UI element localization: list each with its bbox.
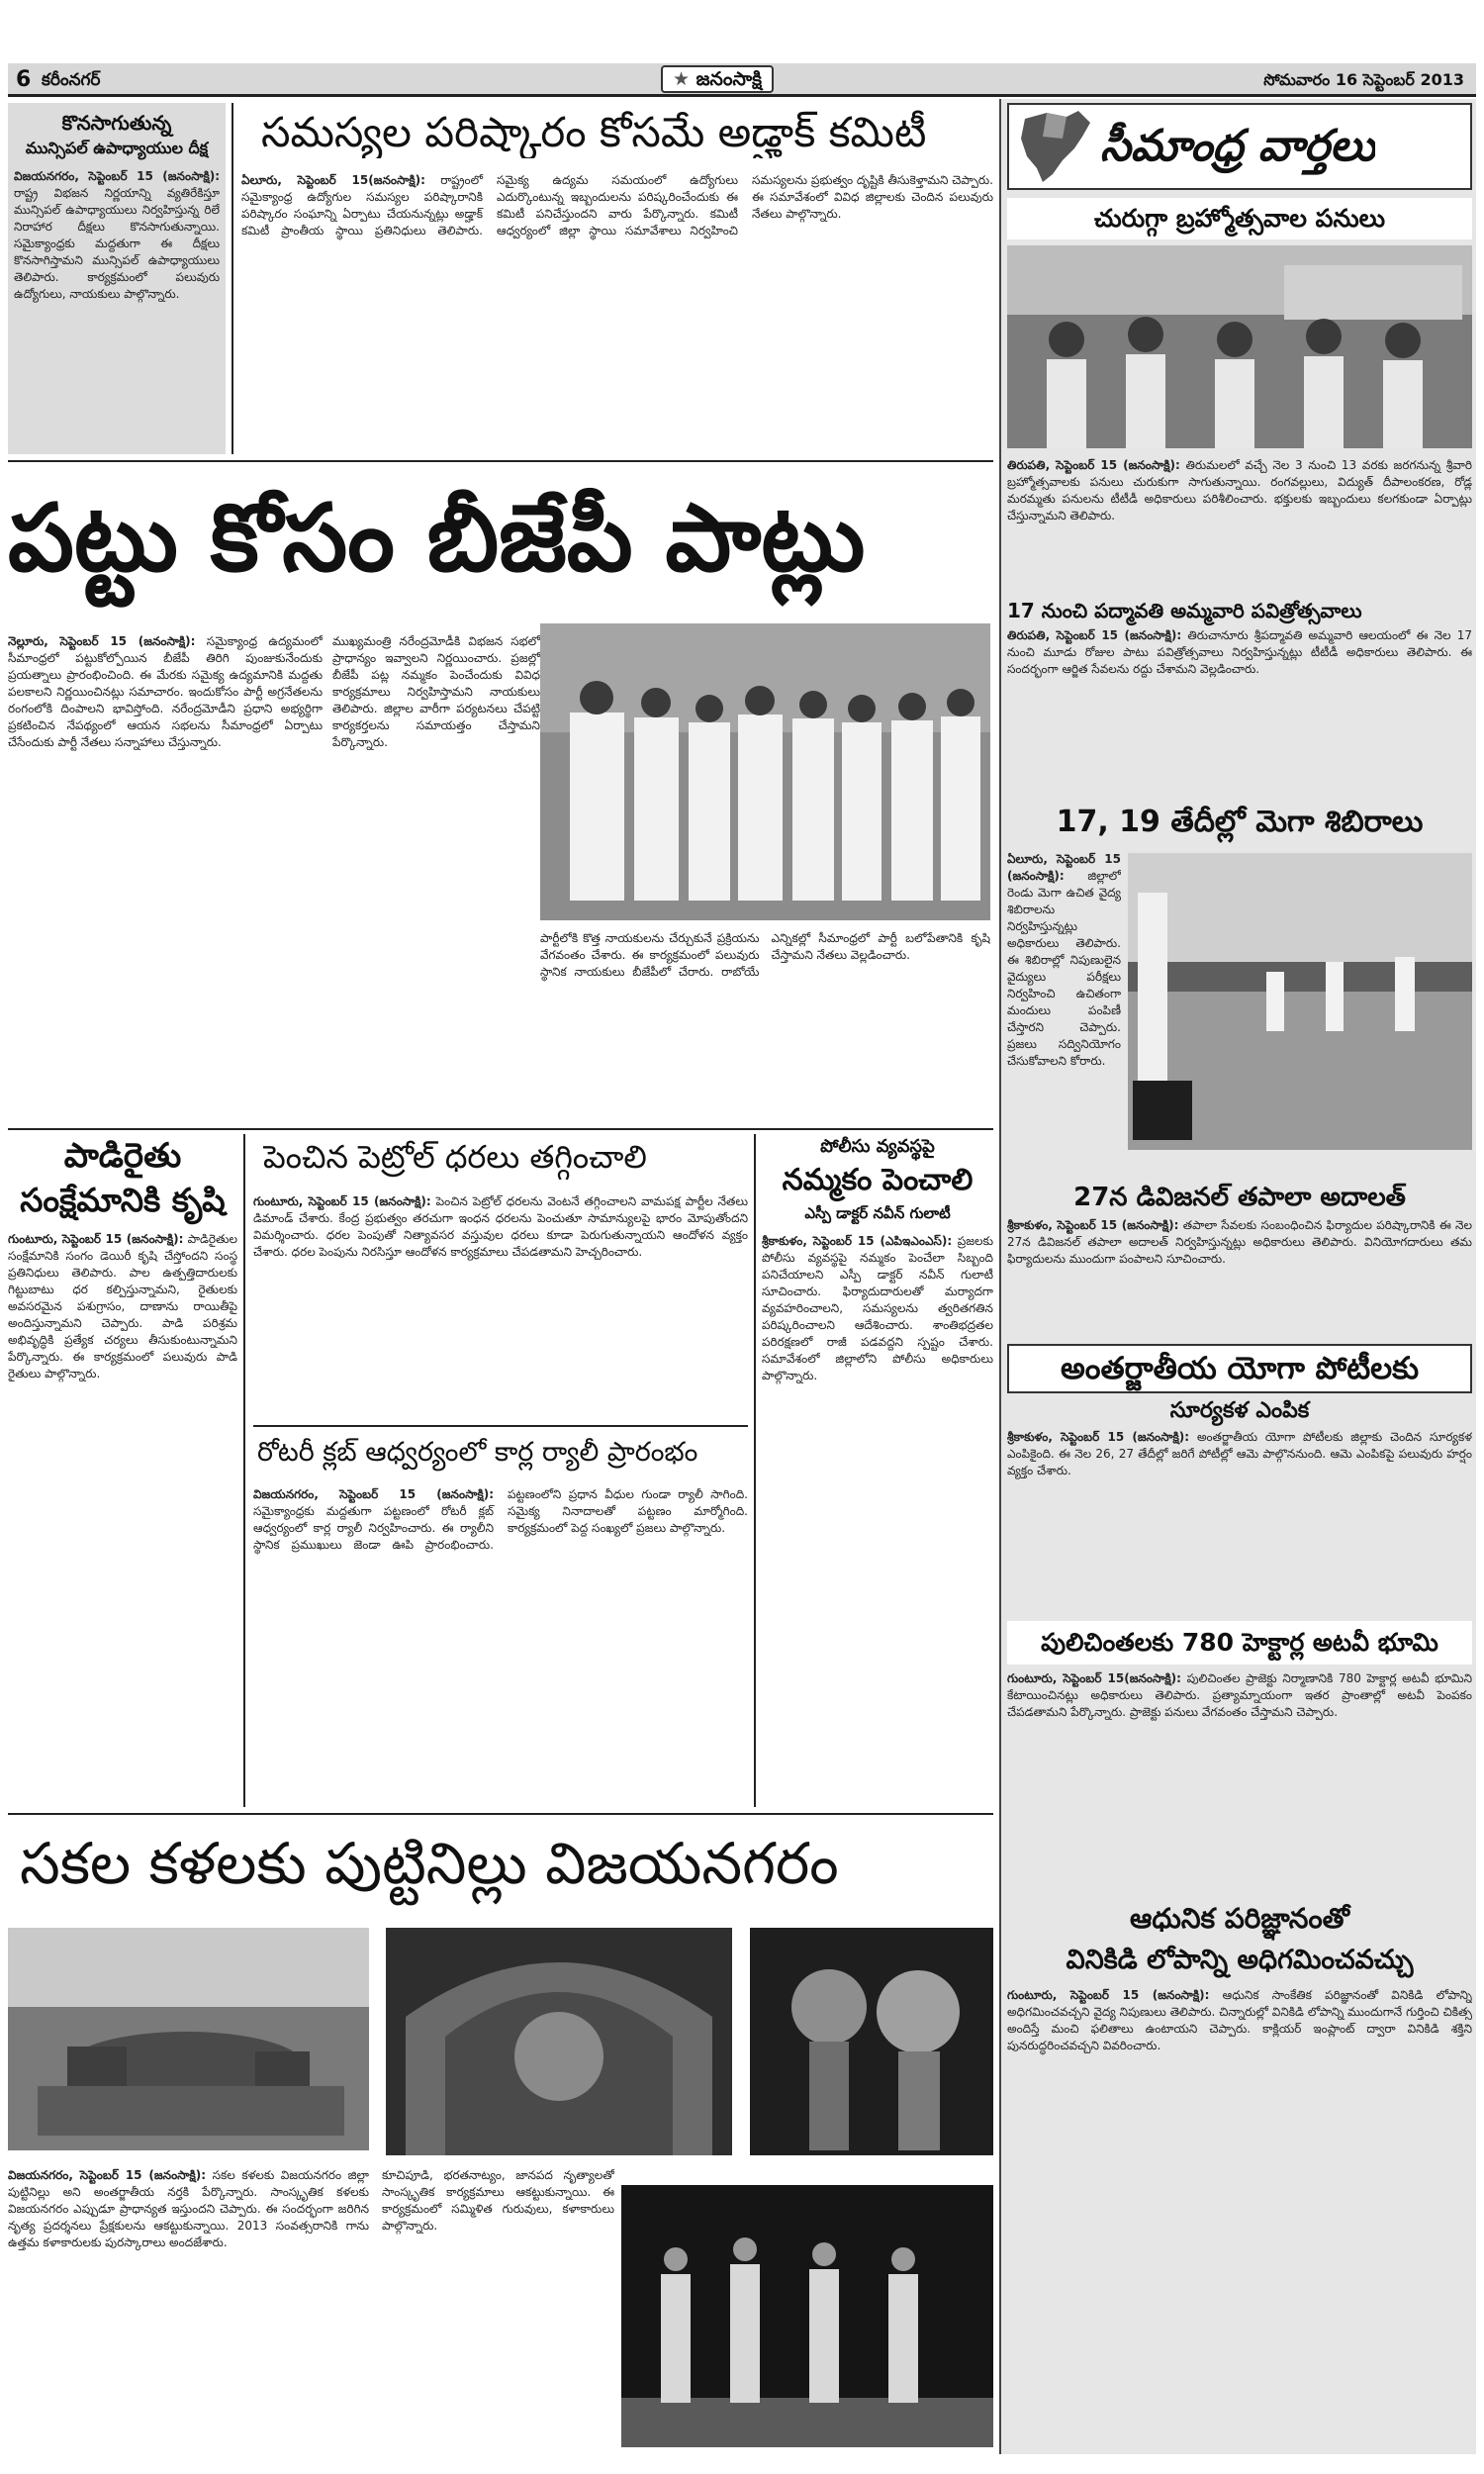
- story-police: [762, 1134, 993, 1807]
- masthead: [8, 63, 1476, 97]
- sidebar-story-medical-camps: [1007, 800, 1472, 1166]
- story-kicker: పోలీసు వ్యవస్థపై: [820, 1136, 935, 1157]
- story-body: తిరుచానూరు శ్రీపద్మావతి అమ్మవారి ఆలయంలో ఈ నెల 17 నుంచి మూడు రోజుల పాటు పవిత్రోత్సవాలు నిర్వహిస్తున్నట్లు టీటీడీ అధికారులు తెలిపారు. ఈ సందర్భంగా ఆర్జిత సేవలను రద్దు చేశామని వెల్లడించారు.: [1007, 628, 1472, 676]
- bjp-group-photo: [540, 623, 990, 920]
- section-name: కరీంనగర్: [42, 70, 101, 90]
- story-body: ముఖ్యమంత్రి నరేంద్రమోడీకి విభజన సభలో ప్రాధాన్యం ఇవ్వాలని నిర్ణయించారు. ప్రజల్లో బీజేపీ పట్ల నమ్మకం పెంచేందుకు వివిధ కార్యక్రమాలు నిర్వహిస్తామని నాయకులు తెలిపారు. జిల్లాల వారీగా పర్యటనలు చేపట్టి కార్యకర్తలను సమాయత్తం చేస్తామని పేర్కొన్నారు.: [332, 634, 540, 749]
- story-body: సమైక్యాంధ్రకు మద్దతుగా పట్టణంలో రోటరీ క్లబ్ ఆధ్వర్యంలో కార్ల ర్యాలీ నిర్వహించారు. ఈ ర్యాలీని స్థానిక ప్రముఖులు జెండా ఊపి ప్రారంభించారు. పట్టణంలోని ప్రధాన వీధుల గుండా ర్యాలీ సాగింది. సమైక్య నినాదాలతో పట్టణం మార్మోగింది. కార్యక్రమంలో పెద్ద సంఖ్యలో ప్రజలు పాల్గొన్నారు.: [253, 1487, 748, 1552]
- sidebar-story-hearing: [1007, 1898, 1472, 2452]
- monument-photo: [8, 1928, 369, 2150]
- story-body: పార్టీలోకి కొత్త నాయకులను చేర్చుకునే ప్రక్రియను వేగవంతం చేశారు. ఈ కార్యక్రమంలో పలువురు స్థానిక నాయకులు బీజేపీలో చేరారు. రాబోయే ఎన్నికల్లో సీమాంధ్రలో పార్టీ బలోపేతానికి కృషి చేస్తామని నేతలు వెల్లడించారు.: [540, 931, 990, 979]
- section-rule: [253, 1425, 748, 1427]
- dateline: విజయనగరం, సెప్టెంబర్ 15 (జనంసాక్షి):: [253, 1487, 494, 1501]
- story-body: ప్రజలకు పోలీసు వ్యవస్థపై నమ్మకం పెంచేలా సిబ్బంది పనిచేయాలని ఎస్పీ డాక్టర్ నవీన్ గులాటీ సూచించారు. ఫిర్యాదుదారులతో మర్యాదగా వ్యవహరించాలని, సమస్యలను త్వరితగతిన పరిష్కరించాలని ఆదేశించారు. శాంతిభద్రతల పరిరక్షణలో రాజీ పడవద్దని స్పష్టం చేశారు. సమావేశంలో జిల్లాలోని పోలీసు అధికారులు పాల్గొన్నారు.: [762, 1234, 993, 1382]
- story-headline-line1: పాడిరైతు: [63, 1136, 182, 1176]
- officials-photo: [1007, 245, 1472, 448]
- story-headline: రోటరీ క్లబ్ ఆధ్వర్యంలో కార్ల ర్యాలీ ప్రారంభం: [257, 1437, 698, 1468]
- story-body: తపాలా సేవలకు సంబంధించిన ఫిర్యాదుల పరిష్కారానికి ఈ నెల 27న డివిజనల్ తపాలా అదాలత్ నిర్వహిస్తున్నట్లు అధికారులు తెలిపారు. వినియోగదారులు తమ ఫిర్యాదులను ముందుగా పంపాలని సూచించారు.: [1007, 1218, 1472, 1266]
- sidebar-regional-news: [999, 99, 1476, 2454]
- story-body: రాష్ట్రంలో సమైక్యాంధ్ర ఉద్యోగుల సమస్యల పరిష్కారానికి పరిష్కారం సంఘాన్ని ఏర్పాటు చేయనున్నట్లు అడ్హాక్ కమిటీ ప్రాంతీయ స్థాయి ప్రతినిధులు తెలిపారు. సమైక్య ఉద్యమ సమయంలో ఉద్యోగులు ఎదుర్కొంటున్న ఇబ్బందులను పరిష్కరించేందుకు ఈ కమిటీ పనిచేస్తుందని వారు పేర్కొన్నారు. కమిటీ ఆధ్వర్యంలో జిల్లా స్థాయి సమావేశాలు నిర్వహించి సమస్యలను ప్రభుత్వం దృష్టికి తీసుకెళ్తామని చెప్పారు. ఈ సమావేశంలో వివిధ జిల్లాలకు చెందిన పలువురు నేతలు పాల్గొన్నారు.: [241, 173, 993, 238]
- story-body: తిరుమలలో వచ్చే నెల 3 నుంచి 13 వరకు జరగనున్న శ్రీవారి బ్రహ్మోత్సవాలకు పనులు చురుకుగా సాగుతున్నాయి. రంగవల్లులు, విద్యుత్ దీపాలంకరణ, రోడ్ల మరమ్మతు పనులను టీటీడీ అధికారులు పరిశీలించారు. భక్తులకు ఇబ్బందులు కలగకుండా ఏర్పాట్లు చేస్తున్నామని తెలిపారు.: [1007, 458, 1472, 523]
- column-rule: [754, 1134, 756, 1807]
- story-headline: సకల కళలకు పుట్టినిల్లు విజయనగరం: [20, 1830, 839, 1897]
- yoga-photo: [1128, 853, 1472, 1150]
- story-headline: 27న డివిజనల్ తపాలా అదాలత్: [1073, 1183, 1406, 1212]
- page-number: 6: [16, 67, 32, 92]
- story-vizianagaram: [8, 1819, 993, 2452]
- story-headline: 17 నుంచి పద్మావతి అమ్మవారి పవిత్రోత్సవాలు: [1007, 599, 1362, 622]
- section-rule: [8, 1128, 993, 1130]
- section-rule: [8, 460, 993, 462]
- story-headline: పెంచిన పెట్రోల్ ధరలు తగ్గించాలి: [263, 1138, 647, 1176]
- story-headline: నమ్మకం పెంచాలి: [782, 1163, 974, 1197]
- story-petrol: [253, 1134, 748, 1421]
- sidebar-banner: [1007, 103, 1472, 190]
- sidebar-story-yoga-competition: [1007, 1344, 1472, 1611]
- dateline: గుంటూరు, సెప్టెంబర్ 15 (జనంసాక్షి):: [1007, 1988, 1210, 2002]
- story-headline-line2: సంక్షేమానికి కృషి: [20, 1181, 226, 1219]
- sidebar-story-pulichintala: [1007, 1621, 1472, 1888]
- story-farmer: [8, 1134, 237, 1807]
- logo-mark-icon: ★: [673, 68, 691, 90]
- story-body: అంతర్జాతీయ యోగా పోటీలకు జిల్లాకు చెందిన సూర్యకళ ఎంపికైంది. ఈ నెల 26, 27 తేదీల్లో జరిగే పోటీల్లో ఆమె పాల్గొననుంది. ఆమె ఎంపికపై పలువురు హర్షం వ్యక్తం చేశారు.: [1007, 1430, 1472, 1477]
- story-kicker: కొనసాగుతున్న: [61, 111, 172, 135]
- dateline: విజయనగరం, సెప్టెంబర్ 15 (జనంసాక్షి):: [8, 2168, 207, 2182]
- dateline: శ్రీకాకుళం, సెప్టెంబర్ 15 (జనంసాక్షి):: [1007, 1430, 1190, 1444]
- story-subhead: ఎస్పీ డాక్టర్ నవీన్ గులాటీ: [804, 1204, 951, 1222]
- story-headline: మున్సిపల్ ఉపాధ్యాయుల దీక్ష: [25, 139, 209, 157]
- sidebar-story-brahmotsavam: [1007, 198, 1472, 589]
- sidebar-story-padmavathi: [1007, 594, 1472, 792]
- paper-name: జనంసాక్షి: [696, 68, 763, 90]
- dateline: శ్రీకాకుళం, సెప్టెంబర్ 15 (ఎపిఇఎంఎస్):: [762, 1234, 953, 1248]
- story-body: పెంచిన పెట్రోల్ ధరలను వెంటనే తగ్గించాలని వామపక్ష పార్టీల నేతలు డిమాండ్ చేశారు. కేంద్ర ప్రభుత్వం తరచుగా ఇంధన ధరలను పెంచుతూ సామాన్యులపై భారం మోపుతోందని విమర్శించారు. ధరల పెంపుతో నిత్యావసర వస్తువుల ధరలు కూడా పెరుగుతున్నాయని ఆందోళన వ్యక్తం చేశారు. ధరల పెంపును నిరసిస్తూ ఆందోళన కార్యక్రమాలు చేపడతామని హెచ్చరించారు.: [253, 1194, 748, 1259]
- andhra-map-icon: [1017, 109, 1096, 186]
- dateline: గుంటూరు, సెప్టెంబర్ 15 (జనంసాక్షి):: [253, 1194, 431, 1208]
- dateline: శ్రీకాకుళం, సెప్టెంబర్ 15 (జనంసాక్షి):: [1007, 1218, 1179, 1232]
- story-body: జిల్లాలో రెండు మెగా ఉచిత వైద్య శిబిరాలను నిర్వహిస్తున్నట్లు అధికారులు తెలిపారు. ఈ శిబిరాల్లో నిపుణులైన వైద్యులు పరీక్షలు నిర్వహించి ఉచితంగా మందులు పంపిణీ చేస్తారని చెప్పారు. ప్రజలు సద్వినియోగం చేసుకోవాలని కోరారు.: [1007, 869, 1121, 1068]
- dateline: విజయనగరం, సెప్టెంబర్ 15 (జనంసాక్షి):: [14, 169, 220, 183]
- banner-title: సీమాంధ్ర వార్తలు: [1100, 121, 1376, 171]
- story-diksha: [8, 103, 226, 454]
- story-adhoc: [241, 103, 993, 454]
- story-headline: సమస్యల పరిష్కారం కోసమే అడ్హాక్ కమిటీ: [261, 108, 927, 156]
- story-headline: పులిచింతలకు 780 హెక్టార్ల అటవీ భూమి: [1007, 1621, 1472, 1665]
- paper-logo: [661, 65, 774, 93]
- story-headline: చురుగ్గా బ్రహ్మోత్సవాల పనులు: [1007, 198, 1472, 239]
- story-headline-line1: ఆధునిక పరిజ్ఞానంతో: [1130, 1902, 1349, 1935]
- story-headline: 17, 19 తేదీల్లో మెగా శిబిరాలు: [1056, 805, 1424, 839]
- sidebar-story-postal-adalat: [1007, 1178, 1472, 1336]
- dateline: గుంటూరు, సెప్టెంబర్ 15 (జనంసాక్షి):: [8, 1232, 184, 1246]
- dance-performance-photo: [621, 2185, 993, 2447]
- dateline: ఏలూరు, సెప్టెంబర్ 15 (జనంసాక్షి):: [1007, 852, 1121, 883]
- story-body: పాడిరైతుల సంక్షేమానికి సంగం డెయిరీ కృషి చేస్తోందని సంస్థ ప్రతినిధులు తెలిపారు. పాల ఉత్పత్తిదారులకు గిట్టుబాటు ధర కల్పిస్తున్నామని, రైతులకు అవసరమైన పశుగ్రాసం, దాణాను రాయితీపై అందిస్తున్నామని చెప్పారు. పాడి పరిశ్రమ అభివృద్ధికి ప్రత్యేక చర్యలు తీసుకుంటున్నామని పేర్కొన్నారు. ఈ కార్యక్రమంలో పలువురు పాడి రైతులు పాల్గొన్నారు.: [8, 1232, 237, 1380]
- dateline: ఏలూరు, సెప్టెంబర్ 15(జనంసాక్షి):: [241, 173, 425, 187]
- story-subhead: సూర్యకళ ఎంపిక: [1169, 1398, 1310, 1423]
- story-bjp: [8, 465, 993, 1138]
- dateline: నెల్లూరు, సెప్టెంబర్ 15 (జనంసాక్షి):: [8, 634, 196, 648]
- story-body: రాష్ట్ర విభజన నిర్ణయాన్ని వ్యతిరేకిస్తూ మున్సిపల్ ఉపాధ్యాయులు నిర్వహిస్తున్న రిలే నిరాహార దీక్షలు కొనసాగుతున్నాయి. సమైక్యాంధ్రకు మద్దతుగా ఈ దీక్షలు కొనసాగిస్తామని మున్సిపల్ ఉపాధ్యాయులు తెలిపారు. కార్యక్రమంలో పలువురు ఉద్యోగులు, నాయకులు పాల్గొన్నారు.: [14, 186, 220, 301]
- story-body: పులిచింతల ప్రాజెక్టు నిర్మాణానికి 780 హెక్టార్ల అటవీ భూమిని కేటాయించినట్లు అధికారులు తెలిపారు. ప్రత్యామ్నాయంగా ఇతర ప్రాంతాల్లో అటవీ పెంపకం చేపడతామని పేర్కొన్నారు. ప్రాజెక్టు పనులు వేగవంతం చేస్తామని చెప్పారు.: [1007, 1671, 1472, 1719]
- story-body: ఆధునిక సాంకేతిక పరిజ్ఞానంతో వినికిడి లోపాన్ని అధిగమించవచ్చని వైద్య నిపుణులు తెలిపారు. చిన్నారుల్లో వినికిడి లోపాన్ని ముందుగానే గుర్తించి చికిత్స అందిస్తే మంచి ఫలితాలు ఉంటాయని చెప్పారు. కాక్లియర్ ఇంప్లాంట్ ద్వారా వినికిడి శక్తిని పునరుద్ధరించవచ్చని వివరించారు.: [1007, 1988, 1472, 2052]
- issue-date: సోమవారం 16 సెప్టెంబర్ 2013: [1263, 70, 1464, 89]
- temple-carving-photo: [386, 1928, 732, 2155]
- story-headline: పట్టు కోసం బీజేపీ పాట్లు: [8, 485, 866, 593]
- column-rule: [243, 1134, 245, 1807]
- dateline: గుంటూరు, సెప్టెంబర్ 15(జనంసాక్షి):: [1007, 1671, 1181, 1685]
- dancer-costume-photo: [750, 1928, 993, 2155]
- story-body: సమైక్యాంధ్ర ఉద్యమంలో సీమాంధ్రలో పట్టుకోల్పోయిన బీజేపీ తిరిగి పుంజుకునేందుకు ప్రయత్నాలు ప్రారంభించింది. ఈ మేరకు సమైక్య ఉద్యమానికి మద్దతు పలకాలని నిర్ణయించినట్లు సమాచారం. ఇందుకోసం పార్టీ అగ్రనేతలను రంగంలోకి దింపాలని భావిస్తోంది. నరేంద్రమోడీని ప్రధాని అభ్యర్థిగా ప్రకటించిన నేపథ్యంలో ఆయన సభలను సీమాంధ్రలో ఏర్పాటు చేసేందుకు పార్టీ నేతలు సన్నాహాలు చేస్తున్నారు.: [8, 634, 323, 749]
- story-body: సకల కళలకు విజయనగరం జిల్లా పుట్టినిల్లు అని అంతర్జాతీయ నర్తకి పేర్కొన్నారు. సాంస్కృతిక కళలకు విజయనగరం ఎప్పుడూ ప్రాధాన్యత ఇస్తుందని చెప్పారు. ఈ సందర్భంగా జరిగిన నృత్య ప్రదర్శనలు ప్రేక్షకులను ఆకట్టుకున్నాయి. 2013 సంవత్సరానికి గాను ఉత్తమ కళాకారులకు పురస్కారాలు అందజేశారు.: [8, 2168, 369, 2249]
- section-rule: [8, 1813, 993, 1815]
- story-headline: అంతర్జాతీయ యోగా పోటీలకు: [1007, 1344, 1472, 1393]
- dateline: తిరుపతి, సెప్టెంబర్ 15 (జనంసాక్షి):: [1007, 458, 1180, 472]
- column-rule: [232, 103, 233, 454]
- story-rotary: [253, 1431, 748, 1807]
- story-headline-line2: వినికిడి లోపాన్ని అధిగమించవచ్చు: [1066, 1945, 1414, 1975]
- dateline: తిరుపతి, సెప్టెంబర్ 15 (జనంసాక్షి):: [1007, 628, 1182, 642]
- story-body: కూచిపూడి, భరతనాట్యం, జానపద నృత్యాలతో సాంస్కృతిక కార్యక్రమాలు ఆకట్టుకున్నాయి. ఈ కార్యక్రమంలో సమ్మిళిత గురువులు, కళాకారులు పాల్గొన్నారు.: [382, 2168, 614, 2233]
